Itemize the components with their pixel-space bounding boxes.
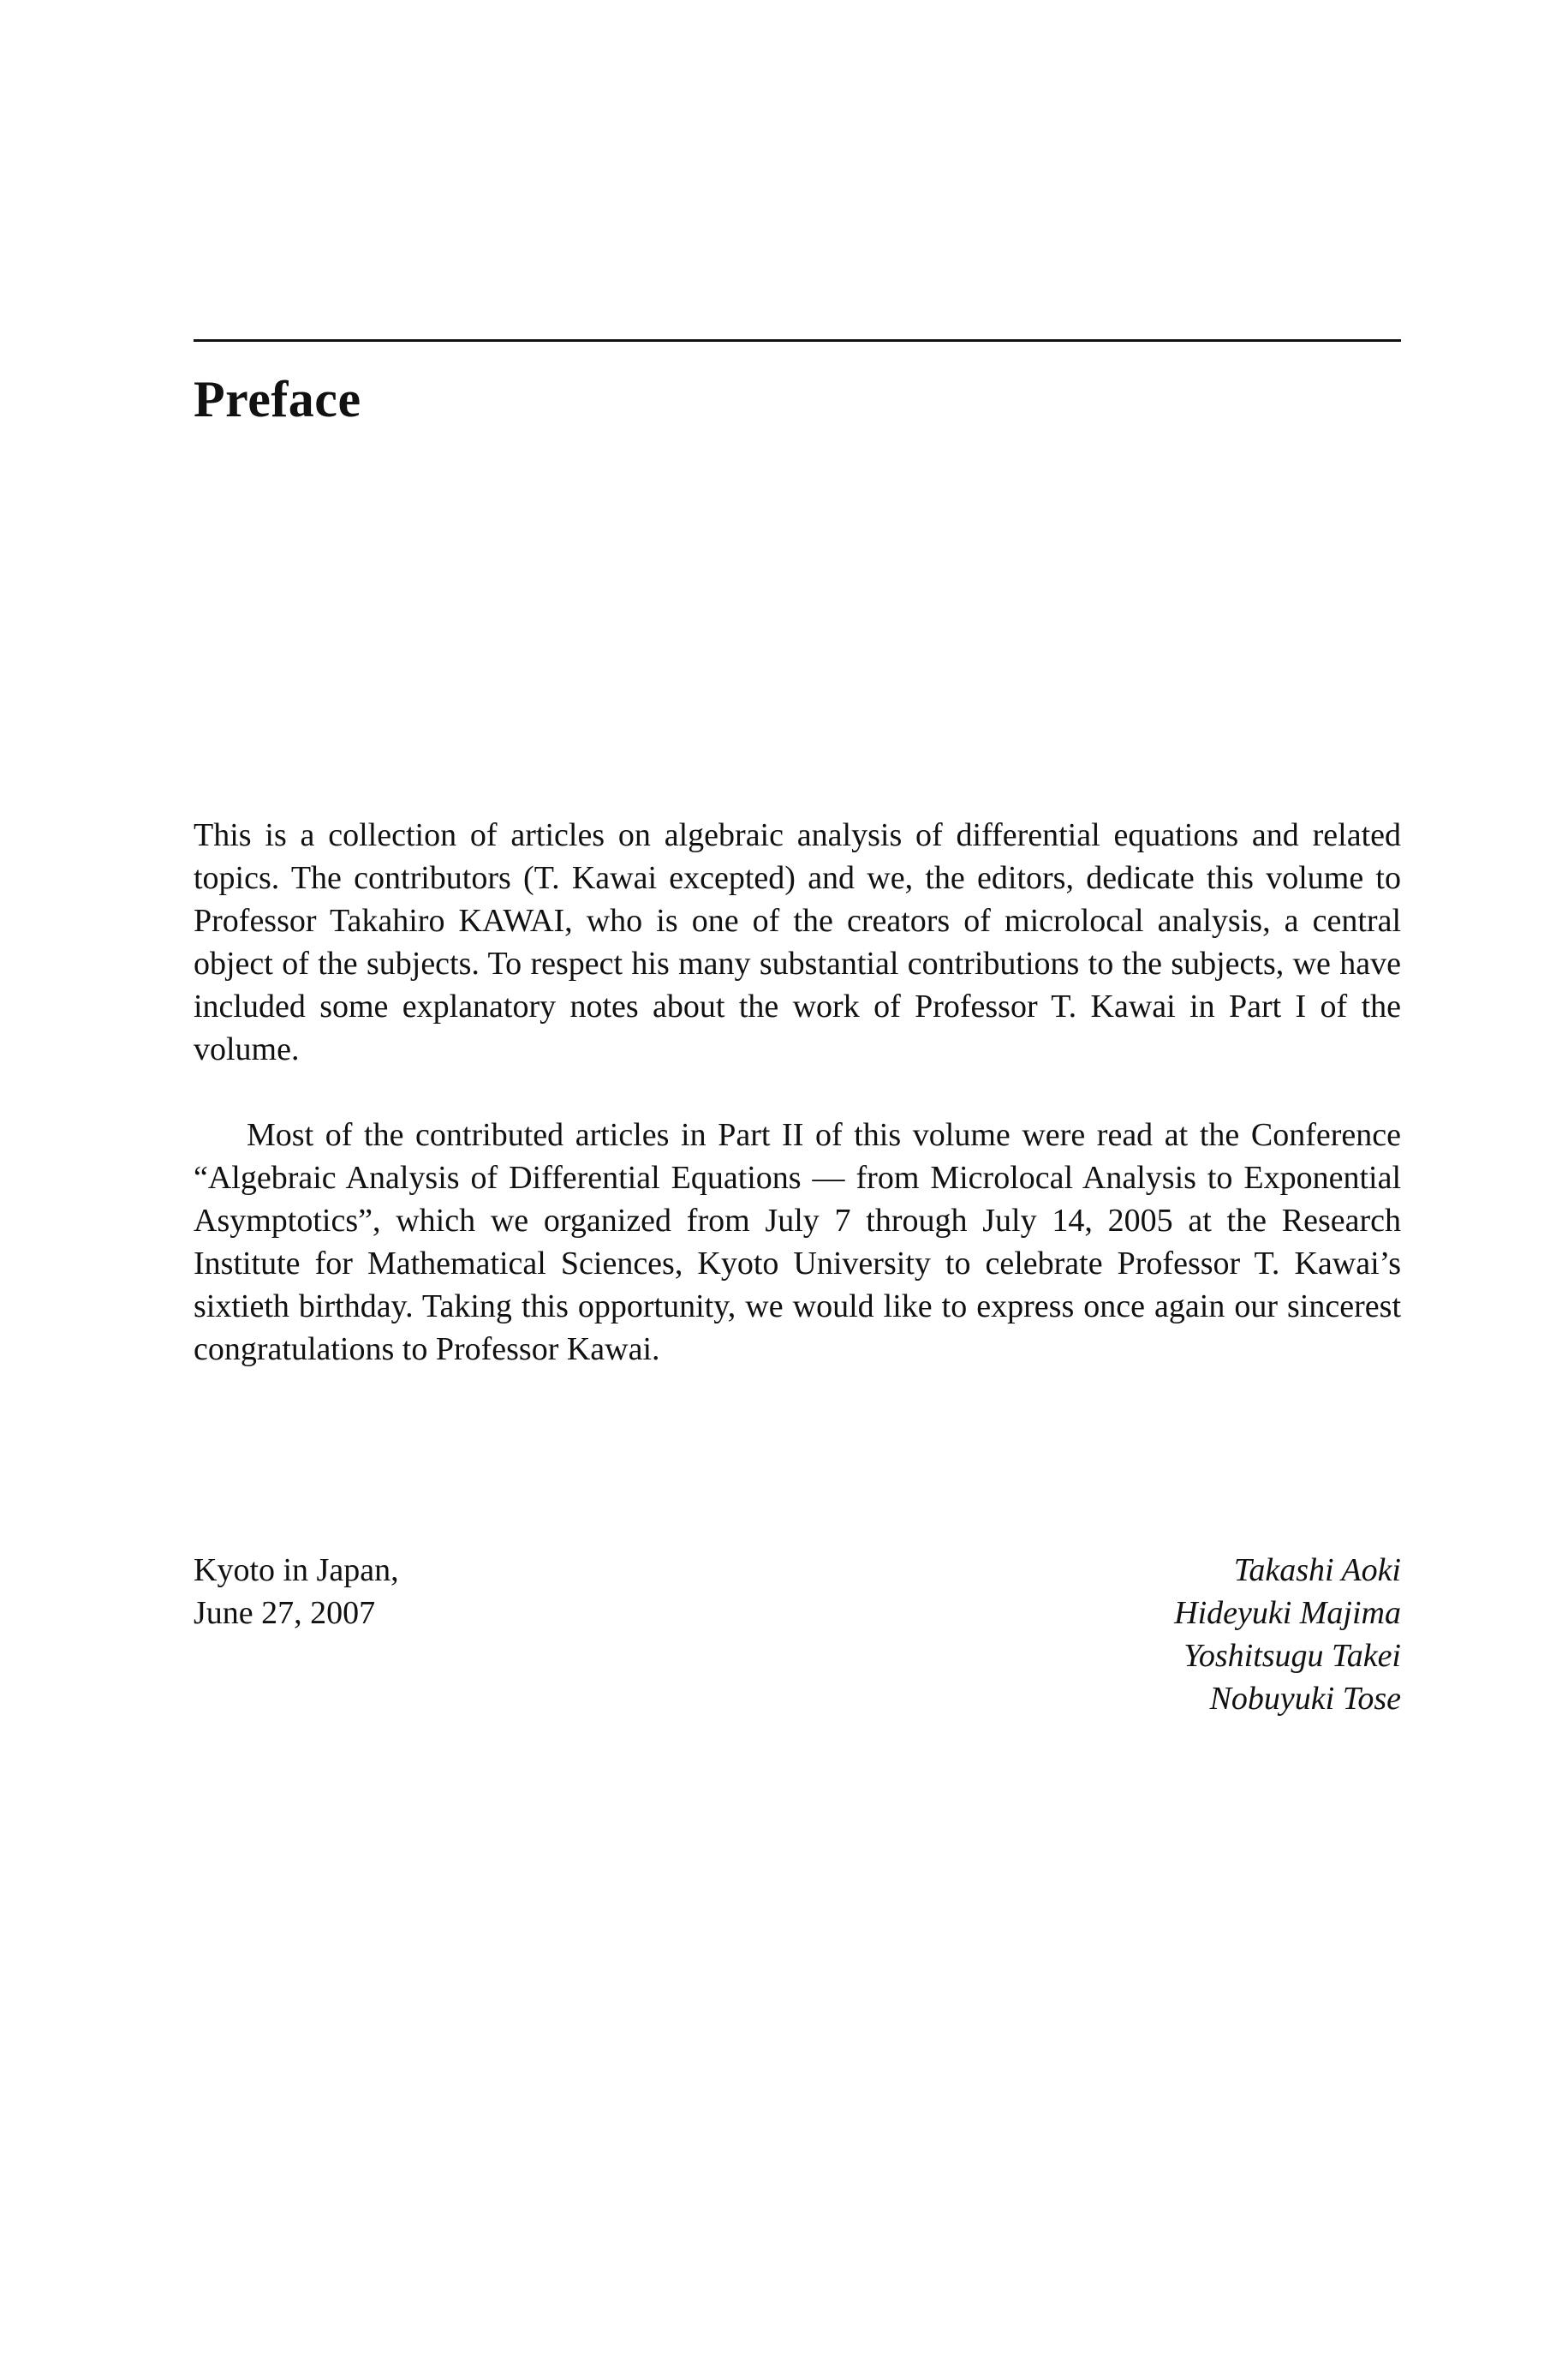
place-date-block (194, 1549, 399, 1634)
paragraph-1: This is a collection of articles on algebraic analysis of differential equations and related topics. The contributors (T. Kawai excepted) and we, the editors, dedicate this volume to Professor Takahiro KAWAI, who is one of the creators of microlocal analysis, a central object of the subjects. To respect his many substantial contributions to the subjects, we have included some explanatory notes about the work of Professor T. Kawai in Part I of the volume. (194, 817, 1401, 1067)
date: June 27, 2007 (194, 1595, 376, 1631)
paragraph-2: Most of the contributed articles in Part II of this volume were read at the Conference “Algebraic Analysis of Differential Equations — from Microlocal Analysis to Exponential Asymptotics”, which we organized from July 7 through July 14, 2005 at the Research Institute for Mathematical Sciences, Kyoto University to celebrate Professor T. Kawai’s sixtieth birthday. Taking this opportunity, we would like to express once again our sincerest congratulations to Professor Kawai. (194, 1117, 1401, 1367)
place: Kyoto in Japan, (194, 1552, 399, 1588)
editor-name: Nobuyuki Tose (1209, 1681, 1401, 1717)
editor-name: Yoshitsugu Takei (1183, 1638, 1401, 1674)
editors-block (1174, 1549, 1401, 1720)
title-rule (194, 339, 1401, 342)
editor-name: Hideyuki Majima (1174, 1595, 1401, 1631)
page-title: Preface (194, 371, 361, 427)
editor-name: Takashi Aoki (1233, 1552, 1401, 1588)
preface-body (194, 814, 1401, 1371)
